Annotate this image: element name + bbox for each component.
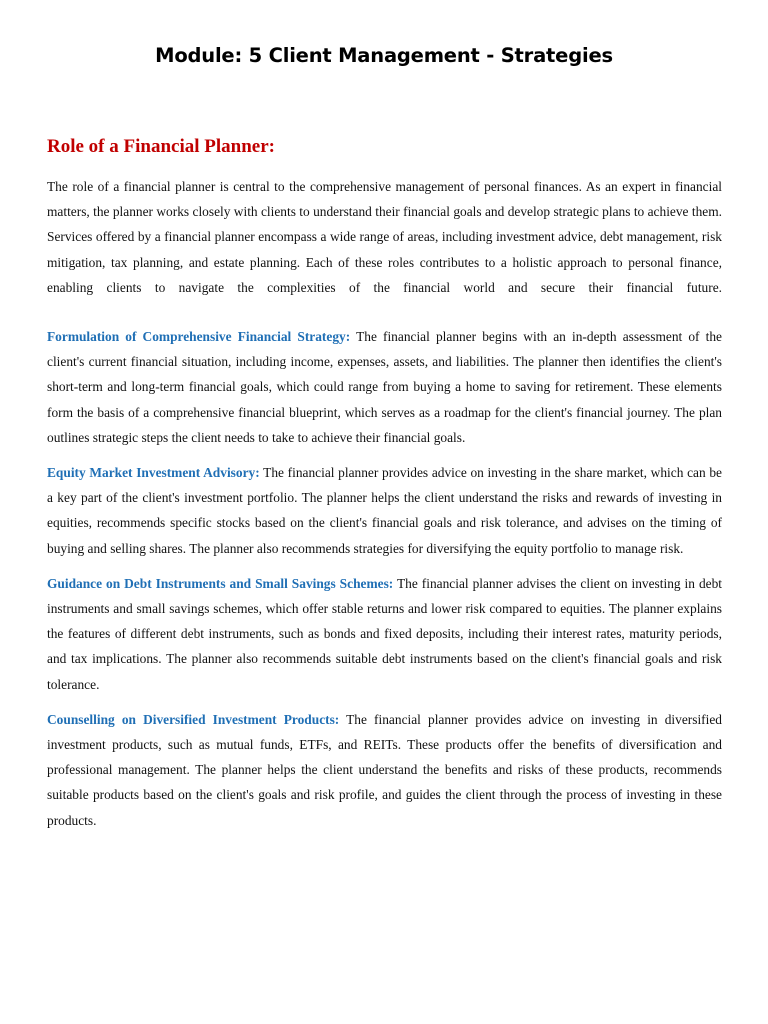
- paragraph-equity-advisory: [47, 460, 722, 561]
- paragraph-lead: Counselling on Diversified Investment Products:: [47, 711, 340, 727]
- paragraph-diversified-products: [47, 707, 722, 833]
- paragraph-lead: Equity Market Investment Advisory:: [47, 465, 260, 481]
- page-title: Module: 5 Client Management - Strategies: [155, 44, 613, 67]
- intro-paragraph: The role of a financial planner is central to the comprehensive management of personal finances. As an expert in financial matters, the planner works closely with clients to understand their financial goals and develop strategic plans to achieve them. Services offered by a financial planner encompass a wide range of areas, including investment advice, debt management, risk mitigation, tax planning, and estate planning. Each of these roles contributes to a holistic approach to personal finance, enabling clients to navigate the complexities of the financial world and secure their financial future.: [47, 179, 722, 295]
- document-body: [47, 134, 722, 843]
- paragraph-text: The financial planner advises the client on investing in debt instruments and small savings schemes, which offer stable returns and lower risk compared to equities. The planner explains the features of different debt instruments, such as bonds and fixed deposits, including their interest rates, maturity periods, and tax implications. The planner also recommends suitable debt instruments based on the client's financial goals and risk tolerance.: [47, 575, 722, 692]
- section-heading: Role of a Financial Planner:: [47, 136, 275, 157]
- paragraph-financial-strategy: [47, 324, 722, 450]
- paragraph-text: The financial planner provides advice on investing in the share market, which can be a key part of the client's investment portfolio. The planner helps the client understand the risks and rewards of investing in equities, recommends specific stocks based on the client's financial goals and risk tolerance, and advises on the timing of buying and selling shares. The planner also recommends strategies for diversifying the equity portfolio to manage risk.: [47, 465, 722, 556]
- paragraph-debt-instruments: [47, 571, 722, 697]
- paragraph-text: The financial planner provides advice on investing in diversified investment products, such as mutual funds, ETFs, and REITs. These products offer the benefits of diversification and professional management. The planner helps the client understand the benefits and risks of these products, recommends suitable products based on the client's goals and risk profile, and guides the client through the process of investing in these products.: [47, 711, 722, 828]
- paragraph-lead: Guidance on Debt Instruments and Small Savings Schemes:: [47, 575, 394, 591]
- paragraph-text: The financial planner begins with an in-depth assessment of the client's current financial situation, including income, expenses, assets, and liabilities. The planner then identifies the client's short-term and long-term financial goals, which could range from buying a home to saving for retirement. These elements form the basis of a comprehensive financial blueprint, which serves as a roadmap for the client's financial journey. The plan outlines strategic steps the client needs to take to achieve their financial goals.: [47, 329, 722, 445]
- paragraph-lead: Formulation of Comprehensive Financial Strategy:: [47, 329, 351, 345]
